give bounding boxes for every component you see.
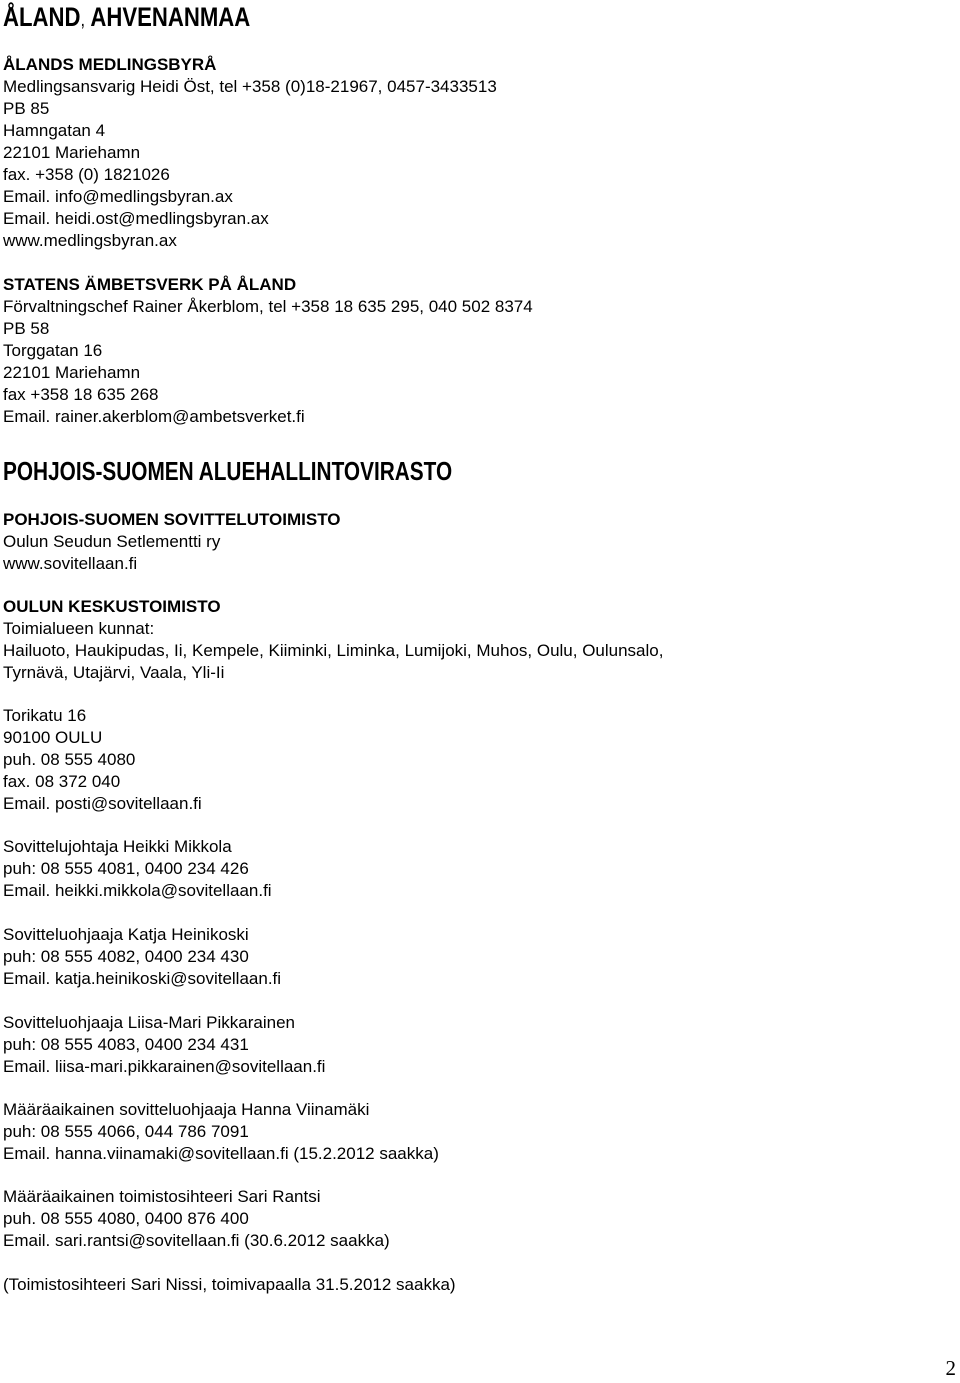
aland-line: fax. +358 (0) 1821026 [3, 165, 170, 184]
address-line: fax. 08 372 040 [3, 772, 121, 791]
sovittelutoimisto-block [3, 509, 341, 575]
statens-line: Torggatan 16 [3, 341, 103, 360]
address-line: puh. 08 555 4080 [3, 750, 136, 769]
sovittelu-line: Oulun Seudun Setlementti ry [3, 532, 221, 551]
aland-heading: ÅLANDS MEDLINGSBYRÅ [3, 55, 217, 74]
aland-line: Email. info@medlingsbyran.ax [3, 187, 233, 206]
oulu-line: Toimialueen kunnat: [3, 619, 155, 638]
person-title: Sovitteluohjaaja Katja Heinikoski [3, 925, 249, 944]
person-phone: puh. 08 555 4080, 0400 876 400 [3, 1209, 249, 1228]
statens-heading: STATENS ÄMBETSVERK PÅ ÅLAND [3, 275, 297, 294]
person-block [3, 924, 281, 990]
sovittelu-heading: POHJOIS-SUOMEN SOVITTELUTOIMISTO [3, 510, 341, 529]
region-title-main: ÅLAND [3, 2, 81, 32]
aland-line: www.medlingsbyran.ax [3, 231, 177, 250]
person-email: Email. liisa-mari.pikkarainen@sovitellaan.fi [3, 1057, 326, 1076]
person-email: Email. hanna.viinamaki@sovitellaan.fi (15.2.2012 saakka) [3, 1144, 439, 1163]
address-line: Email. posti@sovitellaan.fi [3, 794, 202, 813]
oulu-line: Hailuoto, Haukipudas, Ii, Kempele, Kiiminki, Liminka, Lumijoki, Muhos, Oulu, Oulunsalo, [3, 641, 664, 660]
statens-ambetsverk-block [3, 274, 533, 428]
statens-line: Förvaltningschef Rainer Åkerblom, tel +358 18 635 295, 040 502 8374 [3, 297, 533, 316]
statens-line: fax +358 18 635 268 [3, 385, 159, 404]
statens-line: PB 58 [3, 319, 50, 338]
person-phone: puh: 08 555 4081, 0400 234 426 [3, 859, 249, 878]
oulu-keskustoimisto-block [3, 596, 663, 684]
sovittelu-line: www.sovitellaan.fi [3, 554, 138, 573]
person-block [3, 1186, 390, 1252]
statens-line: 22101 Mariehamn [3, 363, 141, 382]
page-number: 2 [945, 1356, 956, 1380]
address-line: Torikatu 16 [3, 706, 87, 725]
person-phone: puh: 08 555 4083, 0400 234 431 [3, 1035, 249, 1054]
region-title-rest: AHVENANMAA [85, 2, 251, 32]
person-title: Sovitteluohjaaja Liisa-Mari Pikkarainen [3, 1013, 295, 1032]
person-block [3, 1012, 325, 1078]
person-email: Email. katja.heinikoski@sovitellaan.fi [3, 969, 282, 988]
statens-line: Email. rainer.akerblom@ambetsverket.fi [3, 407, 305, 426]
address-block [3, 705, 202, 815]
oulu-line: Tyrnävä, Utajärvi, Vaala, Yli-Ii [3, 663, 225, 682]
person-block [3, 836, 272, 902]
person-title: Määräaikainen toimistosihteeri Sari Rantsi [3, 1187, 321, 1206]
region-title-separator: , [80, 9, 86, 31]
aland-line: Hamngatan 4 [3, 121, 106, 140]
aland-line: Email. heidi.ost@medlingsbyran.ax [3, 209, 269, 228]
pohjois-suomen-heading: POHJOIS-SUOMEN ALUEHALLINTOVIRASTO [3, 456, 453, 486]
person-title: Sovittelujohtaja Heikki Mikkola [3, 837, 232, 856]
person-phone: puh: 08 555 4066, 044 786 7091 [3, 1122, 249, 1141]
person-email: Email. heikki.mikkola@sovitellaan.fi [3, 881, 272, 900]
person-block [3, 1099, 439, 1165]
person-phone: puh: 08 555 4082, 0400 234 430 [3, 947, 249, 966]
aland-line: Medlingsansvarig Heidi Öst, tel +358 (0)18-21967, 0457-3433513 [3, 77, 497, 96]
address-line: 90100 OULU [3, 728, 103, 747]
person-email: Email. sari.rantsi@sovitellaan.fi (30.6.2012 saakka) [3, 1231, 390, 1250]
oulu-heading: OULUN KESKUSTOIMISTO [3, 597, 221, 616]
aland-medlingsbyra-block [3, 54, 497, 252]
region-title [3, 2, 250, 33]
person-title: Määräaikainen sovitteluohjaaja Hanna Viinamäki [3, 1100, 370, 1119]
aland-line: 22101 Mariehamn [3, 143, 141, 162]
note-line: (Toimistosihteeri Sari Nissi, toimivapaalla 31.5.2012 saakka) [3, 1275, 456, 1294]
aland-line: PB 85 [3, 99, 50, 118]
